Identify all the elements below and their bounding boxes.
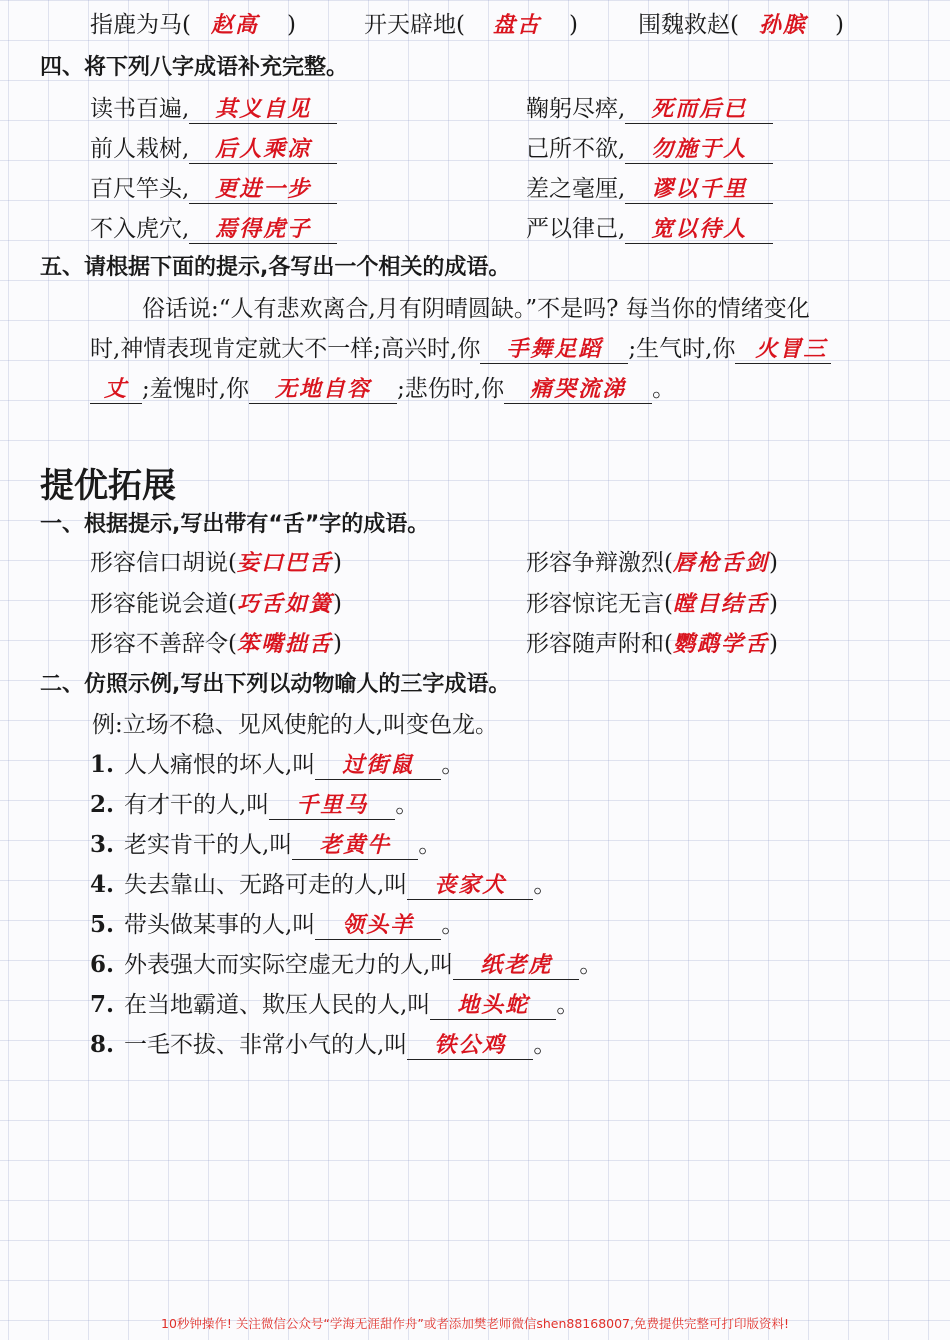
question-text: 鞠躬尽瘁, bbox=[526, 96, 626, 122]
answer-text: 火冒三 bbox=[735, 332, 831, 364]
question-text: 有才干的人,叫 bbox=[124, 792, 270, 818]
answer-text: 巧舌如簧 bbox=[236, 592, 333, 617]
item-number: 6. bbox=[90, 951, 115, 978]
answer-text: 地头蛇 bbox=[430, 988, 556, 1020]
tongue-item bbox=[526, 585, 778, 618]
animal-item bbox=[90, 866, 556, 900]
item-number: 4. bbox=[90, 871, 115, 898]
question-text: 形容随声附和( bbox=[526, 631, 673, 657]
section-title: 二、仿照示例,写出下列以动物喻人的三字成语。 bbox=[40, 672, 511, 697]
close-paren: ) bbox=[333, 631, 342, 657]
question-text: 一毛不拔、非常小气的人,叫 bbox=[124, 1032, 408, 1058]
answer-text: 其义自见 bbox=[189, 92, 337, 124]
question-text: 严以律己, bbox=[526, 216, 626, 242]
section-title: 五、请根据下面的提示,各写出一个相关的成语。 bbox=[40, 255, 511, 280]
close-paren: ) bbox=[333, 550, 342, 576]
question-text: 形容能说会道( bbox=[90, 591, 237, 617]
answer-text: 后人乘凉 bbox=[189, 132, 337, 164]
answer-text: 鹦鹉学舌 bbox=[672, 632, 769, 657]
question-text: 外表强大而实际空虚无力的人,叫 bbox=[124, 952, 454, 978]
answer-text: 千里马 bbox=[269, 788, 395, 820]
animal-item bbox=[90, 946, 602, 980]
passage-text: 。 bbox=[652, 376, 676, 402]
answer-text: 死而后已 bbox=[625, 92, 773, 124]
close-paren: ) bbox=[333, 591, 342, 617]
animal-item bbox=[90, 986, 579, 1020]
question-text: 带头做某事的人,叫 bbox=[124, 912, 316, 938]
answer-text: 妄口巴舌 bbox=[236, 551, 333, 576]
answer-text: 盘古 bbox=[492, 13, 541, 38]
period: 。 bbox=[395, 792, 419, 818]
footer-notice: 10秒钟操作! 关注微信公众号“学海无涯甜作舟”或者添加樊老师微信shen88168007,免费提供完整可打印版资料! bbox=[161, 1316, 789, 1331]
item-number: 2. bbox=[90, 791, 115, 818]
question-text: 读书百遍, bbox=[90, 96, 190, 122]
passage-text: ;生气时,你 bbox=[628, 336, 736, 362]
animal-item bbox=[90, 906, 464, 940]
close-paren: ) bbox=[287, 12, 296, 38]
passage-text: ;悲伤时,你 bbox=[397, 376, 505, 402]
period: 。 bbox=[418, 832, 442, 858]
item-number: 3. bbox=[90, 831, 115, 858]
close-paren: ) bbox=[769, 631, 778, 657]
answer-text: 孙膑 bbox=[758, 13, 807, 38]
close-paren: ) bbox=[769, 591, 778, 617]
passage-text: ;羞愧时,你 bbox=[142, 376, 250, 402]
idiom-item bbox=[364, 6, 578, 39]
period: 。 bbox=[533, 872, 557, 898]
item-number: 7. bbox=[90, 991, 115, 1018]
answer-text: 丧家犬 bbox=[407, 868, 533, 900]
close-paren: ) bbox=[569, 12, 578, 38]
item-number: 8. bbox=[90, 1031, 115, 1058]
question-text: 开天辟地( bbox=[364, 12, 465, 38]
close-paren: ) bbox=[769, 550, 778, 576]
answer-text: 老黄牛 bbox=[292, 828, 418, 860]
question-text: 百尺竿头, bbox=[90, 176, 190, 202]
question-text: 己所不欲, bbox=[526, 136, 626, 162]
fill-item bbox=[526, 210, 773, 244]
question-text: 前人栽树, bbox=[90, 136, 190, 162]
fill-item bbox=[90, 90, 337, 124]
answer-text: 无地自容 bbox=[249, 372, 397, 404]
example-text: 例:立场不稳、见风使舵的人,叫变色龙。 bbox=[92, 712, 499, 738]
period: 。 bbox=[441, 912, 465, 938]
answer-text: 瞠目结舌 bbox=[672, 592, 769, 617]
question-text: 在当地霸道、欺压人民的人,叫 bbox=[124, 992, 431, 1018]
answer-text: 笨嘴拙舌 bbox=[236, 632, 333, 657]
question-text: 形容不善辞令( bbox=[90, 631, 237, 657]
fill-item bbox=[90, 210, 337, 244]
answer-text: 更进一步 bbox=[189, 172, 337, 204]
answer-text: 领头羊 bbox=[315, 908, 441, 940]
fill-item bbox=[526, 90, 773, 124]
tongue-item bbox=[90, 544, 342, 577]
extension-title: 提优拓展 bbox=[40, 466, 176, 506]
tongue-item bbox=[90, 625, 342, 658]
passage-line: 俗话说:“人有悲欢离合,月有阴晴圆缺。”不是吗? 每当你的情绪变化 bbox=[142, 296, 810, 322]
question-text: 失去靠山、无路可走的人,叫 bbox=[124, 872, 408, 898]
answer-text: 铁公鸡 bbox=[407, 1028, 533, 1060]
period: 。 bbox=[533, 1032, 557, 1058]
passage-line bbox=[90, 330, 831, 364]
tongue-item bbox=[90, 585, 342, 618]
answer-text: 勿施于人 bbox=[625, 132, 773, 164]
answer-text: 丈 bbox=[90, 372, 142, 404]
section-title: 四、将下列八字成语补充完整。 bbox=[40, 55, 349, 80]
answer-text: 纸老虎 bbox=[453, 948, 579, 980]
answer-text: 焉得虎子 bbox=[189, 212, 337, 244]
question-text: 形容惊诧无言( bbox=[526, 591, 673, 617]
tongue-item bbox=[526, 544, 778, 577]
animal-item bbox=[90, 826, 441, 860]
question-text: 形容争辩激烈( bbox=[526, 550, 673, 576]
close-paren: ) bbox=[835, 12, 844, 38]
answer-text: 痛哭流涕 bbox=[504, 372, 652, 404]
idiom-item bbox=[90, 6, 296, 39]
answer-text: 手舞足蹈 bbox=[480, 332, 628, 364]
question-text: 人人痛恨的坏人,叫 bbox=[124, 752, 316, 778]
period: 。 bbox=[579, 952, 603, 978]
idiom-item bbox=[638, 6, 844, 39]
section-title: 一、根据提示,写出带有“舌”字的成语。 bbox=[40, 512, 430, 537]
question-text: 形容信口胡说( bbox=[90, 550, 237, 576]
passage-line bbox=[90, 370, 675, 404]
animal-item bbox=[90, 1026, 556, 1060]
answer-text: 过街鼠 bbox=[315, 748, 441, 780]
answer-text: 赵高 bbox=[210, 13, 259, 38]
answer-text: 唇枪舌剑 bbox=[672, 551, 769, 576]
question-text: 差之毫厘, bbox=[526, 176, 626, 202]
question-text: 老实肯干的人,叫 bbox=[124, 832, 293, 858]
question-text: 围魏救赵( bbox=[638, 12, 739, 38]
fill-item bbox=[90, 170, 337, 204]
item-number: 5. bbox=[90, 911, 115, 938]
animal-item bbox=[90, 786, 418, 820]
period: 。 bbox=[556, 992, 580, 1018]
fill-item bbox=[526, 170, 773, 204]
fill-item bbox=[90, 130, 337, 164]
question-text: 不入虎穴, bbox=[90, 216, 190, 242]
item-number: 1. bbox=[90, 751, 115, 778]
tongue-item bbox=[526, 625, 778, 658]
fill-item bbox=[526, 130, 773, 164]
answer-text: 谬以千里 bbox=[625, 172, 773, 204]
passage-text: 时,神情表现肯定就大不一样;高兴时,你 bbox=[90, 336, 481, 362]
period: 。 bbox=[441, 752, 465, 778]
question-text: 指鹿为马( bbox=[90, 12, 191, 38]
animal-item bbox=[90, 746, 464, 780]
answer-text: 宽以待人 bbox=[625, 212, 773, 244]
